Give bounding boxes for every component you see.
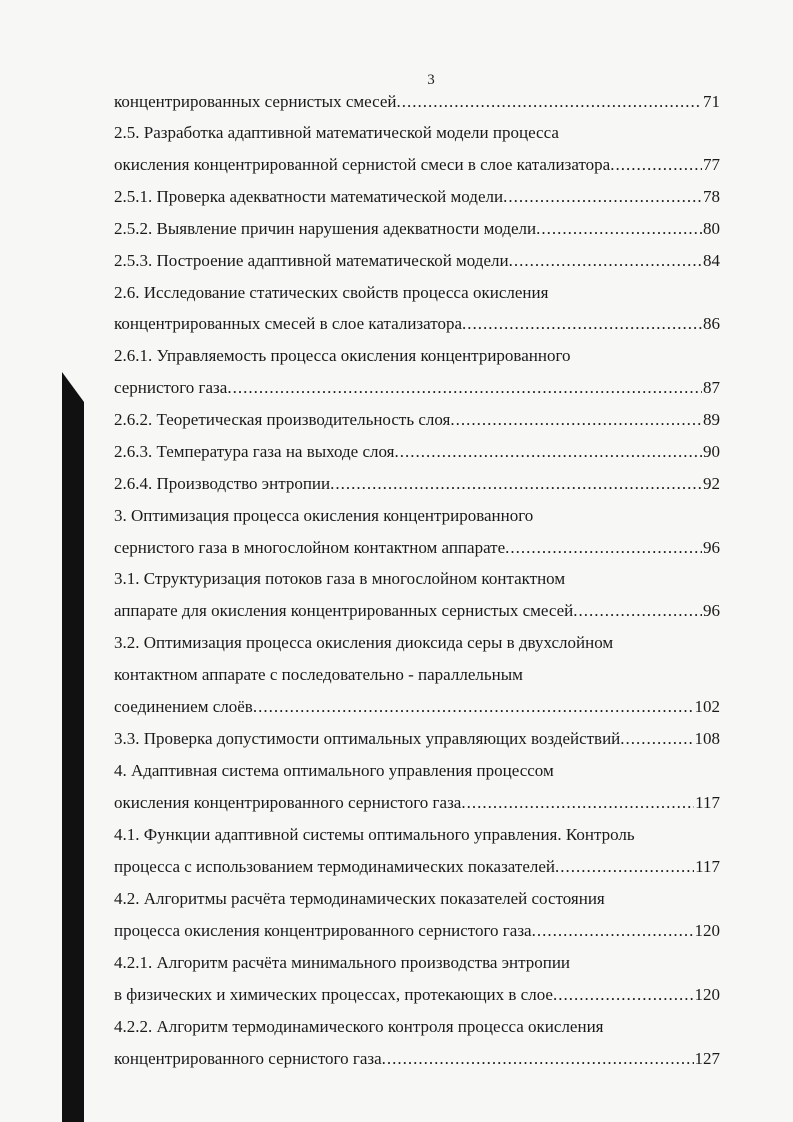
toc-entry-title: 2.5.1. Проверка адекватности математической модели (114, 187, 504, 206)
toc-entry-page: 96 (703, 538, 720, 557)
toc-entry-page: 86 (703, 314, 720, 333)
toc-entry-page: 117 (695, 857, 720, 876)
dot-leader (462, 313, 702, 335)
toc-entry-title: соединением слоёв (114, 697, 253, 716)
toc-entry (114, 920, 720, 942)
toc-entry (114, 824, 720, 846)
toc-entry (114, 632, 720, 654)
toc-entry-title: 3.2. Оптимизация процесса окисления диоксида серы в двухслойном (114, 633, 614, 652)
dot-leader (536, 218, 702, 240)
toc-entry-page: 120 (694, 921, 720, 940)
toc-entry-title: процесса окисления концентрированного сернистого газа (114, 921, 532, 940)
toc-entry-page: 84 (703, 251, 720, 270)
dot-leader (330, 473, 702, 495)
toc-entry (114, 856, 720, 878)
toc-entry-title: 4. Адаптивная система оптимального управления процессом (114, 761, 554, 780)
toc-entry-title: 2.6.4. Производство энтропии (114, 474, 331, 493)
toc-entry (114, 1016, 720, 1038)
toc-entry-page: 120 (694, 985, 720, 1004)
dot-leader (620, 728, 693, 750)
toc-entry (114, 760, 720, 782)
toc-entry-page: 87 (703, 378, 720, 397)
toc-entry (114, 345, 720, 367)
toc-entry (114, 505, 720, 527)
toc-entry-title: 2.6. Исследование статических свойств процесса окисления (114, 283, 549, 302)
dot-leader (503, 186, 702, 208)
toc-entry-title: концентрированного сернистого газа (114, 1049, 382, 1068)
toc-entry (114, 282, 720, 304)
dot-leader (227, 377, 702, 399)
toc-entry (114, 537, 720, 559)
toc-entry (114, 696, 720, 718)
scan-shadow-edge (62, 372, 84, 1122)
toc-entry (114, 728, 720, 750)
toc-entry (114, 377, 720, 399)
dot-leader (450, 409, 702, 431)
toc-entry-title: концентрированных смесей в слое катализатора (114, 314, 463, 333)
dot-leader (397, 91, 703, 113)
toc-entry-page: 117 (695, 793, 720, 812)
toc-entry (114, 122, 720, 144)
toc-entry-page: 108 (694, 729, 720, 748)
toc-entry-title: контактном аппарате с последовательно - параллельным (114, 665, 523, 684)
toc-entry (114, 154, 720, 176)
toc-entry (114, 218, 720, 240)
toc-entry-title: концентрированных сернистых смесей (114, 92, 397, 111)
dot-leader (461, 792, 694, 814)
toc-entry-title: 4.2. Алгоритмы расчёта термодинамических показателей состояния (114, 889, 605, 908)
toc-entry (114, 91, 720, 113)
toc-entry-title: процесса с использованием термодинамических показателей (114, 857, 555, 876)
toc-entry-title: 2.6.3. Температура газа на выходе слоя (114, 442, 395, 461)
toc-entry-title: 3.1. Структуризация потоков газа в многослойном контактном (114, 569, 566, 588)
toc-entry-title: 3. Оптимизация процесса окисления концентрированного (114, 506, 534, 525)
toc-entry-page: 102 (694, 697, 720, 716)
toc-entry (114, 441, 720, 463)
dot-leader (253, 696, 694, 718)
toc-entry-page: 127 (694, 1049, 720, 1068)
toc-entry-page: 89 (703, 410, 720, 429)
toc-entry-page: 71 (703, 92, 720, 111)
toc-entry (114, 250, 720, 272)
toc-entry (114, 473, 720, 495)
dot-leader (509, 250, 702, 272)
toc-entry-page: 80 (703, 219, 720, 238)
dot-leader (395, 441, 703, 463)
toc-entry-title: 4.2.1. Алгоритм расчёта минимального производства энтропии (114, 953, 571, 972)
toc-entry-page: 78 (703, 187, 720, 206)
toc-entry-title: сернистого газа в многослойном контактном аппарате (114, 538, 506, 557)
toc-entry-title: аппарате для окисления концентрированных сернистых смесей (114, 601, 574, 620)
toc-entry (114, 568, 720, 590)
toc-entry (114, 186, 720, 208)
toc-entry-title: окисления концентрированной сернистой смеси в слое катализатора (114, 155, 611, 174)
toc-entry-title: 4.2.2. Алгоритм термодинамического контроля процесса окисления (114, 1017, 604, 1036)
toc-entry (114, 792, 720, 814)
toc-entry-page: 96 (703, 601, 720, 620)
dot-leader (555, 856, 694, 878)
toc-entry-title: 2.5. Разработка адаптивной математической модели процесса (114, 123, 559, 142)
toc-entry (114, 313, 720, 335)
toc-entry-title: 2.5.2. Выявление причин нарушения адекватности модели (114, 219, 537, 238)
toc-entry-title: 2.6.1. Управляемость процесса окисления концентрированного (114, 346, 571, 365)
toc-entry-page: 92 (703, 474, 720, 493)
dot-leader (553, 984, 694, 1006)
page-number: 3 (427, 72, 435, 88)
toc-entry (114, 984, 720, 1006)
toc-entry (114, 409, 720, 431)
dot-leader (532, 920, 694, 942)
dot-leader (505, 537, 702, 559)
dot-leader (610, 154, 702, 176)
toc-entry-page: 77 (703, 155, 720, 174)
toc-entry (114, 952, 720, 974)
toc-entry-title: окисления концентрированного сернистого газа (114, 793, 462, 812)
toc-entry-page: 90 (703, 442, 720, 461)
toc-entry-title: 2.5.3. Построение адаптивной математической модели (114, 251, 509, 270)
toc-entry-title: 2.6.2. Теоретическая производительность слоя (114, 410, 451, 429)
dot-leader (573, 600, 702, 622)
toc-entry-title: в физических и химических процессах, протекающих в слое (114, 985, 553, 1004)
toc-entry (114, 664, 720, 686)
toc-entry-title: сернистого газа (114, 378, 228, 397)
toc-entry (114, 600, 720, 622)
toc-entry (114, 1048, 720, 1070)
toc-entry-title: 4.1. Функции адаптивной системы оптимального управления. Контроль (114, 825, 635, 844)
dot-leader (382, 1048, 694, 1070)
toc-entry-title: 3.3. Проверка допустимости оптимальных управляющих воздействий (114, 729, 621, 748)
toc-entry (114, 888, 720, 910)
